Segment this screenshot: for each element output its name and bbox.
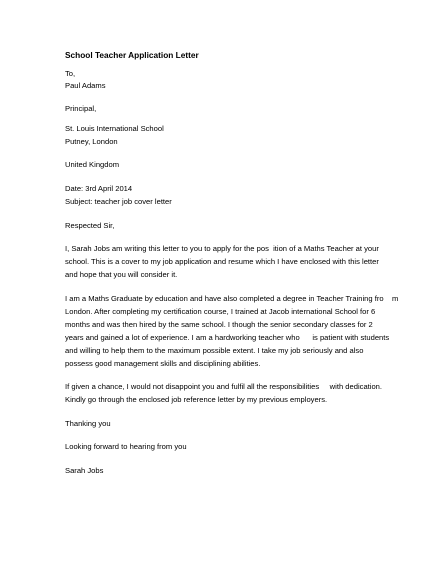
country: United Kingdom [65, 160, 120, 169]
paragraph-line: I am a Maths Graduate by education and have also completed a degree in Teacher Training fro m [65, 294, 399, 303]
paragraph-line: possess good management skills and disciplining abilities. [65, 359, 261, 368]
address-line-2: Putney, London [65, 137, 118, 146]
signature: Sarah Jobs [65, 466, 104, 475]
document-title: School Teacher Application Letter [65, 50, 199, 60]
closing-line: Looking forward to hearing from you [65, 442, 187, 451]
greeting: Respected Sir, [65, 221, 115, 230]
paragraph-line: Kindly go through the enclosed job reference letter by my previous employers. [65, 395, 328, 404]
thanks-line: Thanking you [65, 419, 111, 428]
salutation-to: To, [65, 69, 76, 78]
address-line-1: St. Louis International School [65, 124, 164, 133]
letter-subject: Subject: teacher job cover letter [65, 197, 172, 206]
recipient-name: Paul Adams [65, 81, 106, 90]
paragraph-line: school. This is a cover to my job application and resume which I have enclosed with this letter [65, 257, 379, 266]
paragraph-line: and willing to help them to the maximum possible extent. I take my job seriously and also [65, 346, 364, 355]
paragraph-line: years and gained a lot of experience. I am a hardworking teacher who is patient with students [65, 333, 390, 342]
recipient-title: Principal, [65, 104, 97, 113]
letter-date: Date: 3rd April 2014 [65, 184, 133, 193]
paragraph-line: months and was then hired by the same school. I though the senior secondary classes for 2 [65, 320, 373, 329]
paragraph-line: and hope that you will consider it. [65, 270, 178, 279]
paragraph-line: If given a chance, I would not disappoint you and fulfil all the responsibilities with dedication. [65, 382, 383, 391]
paragraph-line: I, Sarah Jobs am writing this letter to you to apply for the pos ition of a Maths Teacher at your [65, 244, 379, 253]
paragraph-line: London. After completing my certification course, I trained at Jacob international School for 6 [65, 307, 376, 316]
